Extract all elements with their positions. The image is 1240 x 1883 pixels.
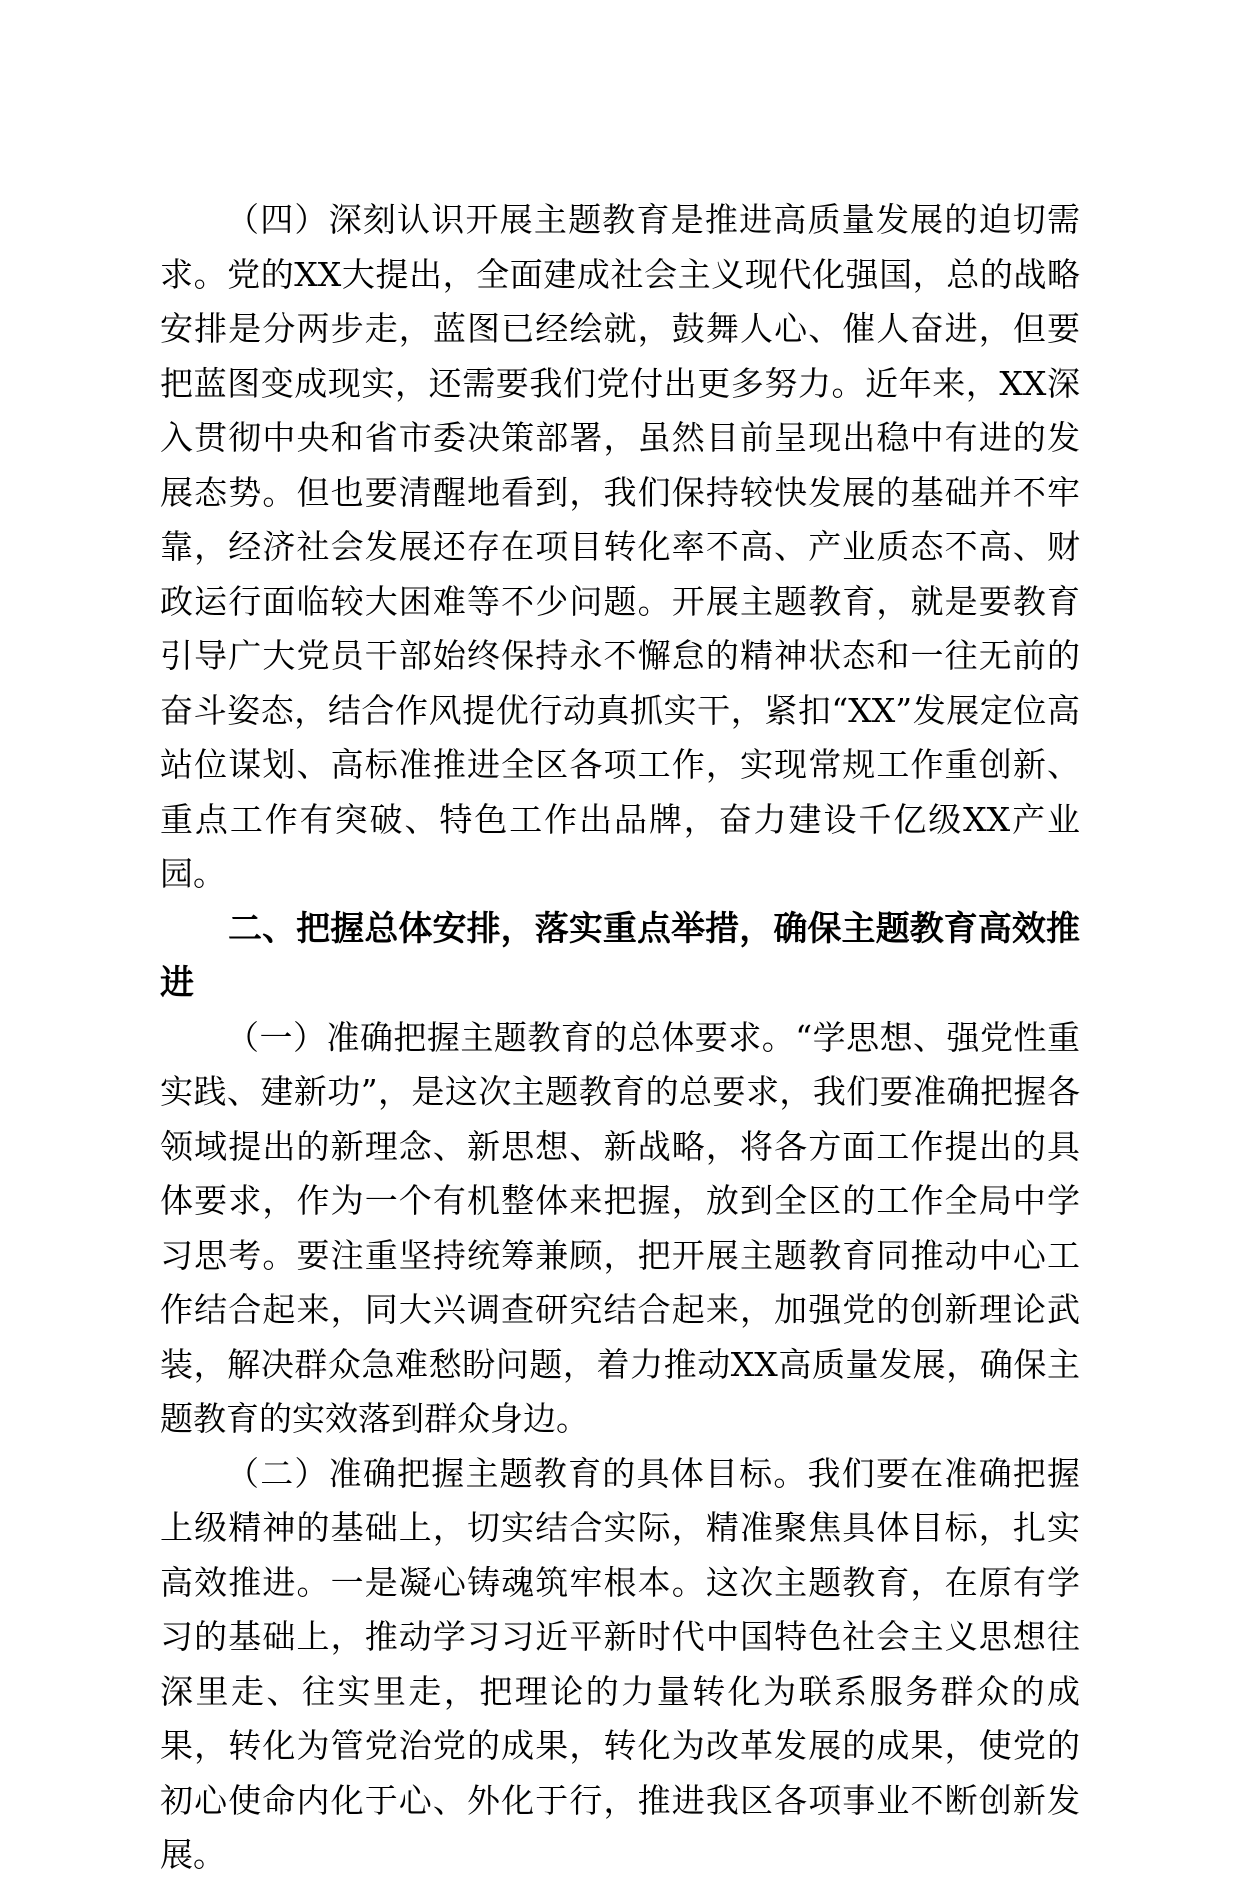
section-heading-2: 二、把握总体安排，落实重点举措，确保主题教育高效推进 <box>160 908 1080 1003</box>
paragraph-1-overall-requirements: （一）准确把握主题教育的总体要求。“学思想、强党性重实践、建新功”，是这次主题教育的总要求，我们要准确把握各领域提出的新理念、新思想、新战略，将各方面工作提出的具体要求，作为一个有机整体来把握，放到全区的工作全局中学习思考。要注重坚持统筹兼顾，把开展主题教育同推动中心工作结合起来，同大兴调查研究结合起来，加强党的创新理论武装，解决群众急难愁盼问题，着力推动XX高质量发展，确保主题教育的实效落到群众身边。 <box>160 1017 1080 1438</box>
document-page <box>160 193 1080 1883</box>
paragraph-4-understanding-urgency: （四）深刻认识开展主题教育是推进高质量发展的迫切需求。党的XX大提出，全面建成社会主义现代化强国，总的战略安排是分两步走，蓝图已经绘就，鼓舞人心、催人奋进，但要把蓝图变成现实，还需要我们党付出更多努力。近年来，XX深入贯彻中央和省市委决策部署，虽然目前呈现出稳中有进的发展态势。但也要清醒地看到，我们保持较快发展的基础并不牢靠，经济社会发展还存在项目转化率不高、产业质态不高、财政运行面临较大困难等不少问题。开展主题教育，就是要教育引导广大党员干部始终保持永不懈怠的精神状态和一往无前的奋斗姿态，结合作风提优行动真抓实干，紧扣“XX”发展定位高站位谋划、高标准推进全区各项工作，实现常规工作重创新、重点工作有突破、特色工作出品牌，奋力建设千亿级XX产业园。 <box>160 200 1080 893</box>
paragraph-2-specific-goals: （二）准确把握主题教育的具体目标。我们要在准确把握上级精神的基础上，切实结合实际，精准聚焦具体目标，扎实高效推进。一是凝心铸魂筑牢根本。这次主题教育，在原有学习的基础上，推动学习习近平新时代中国特色社会主义思想往深里走、往实里走，把理论的力量转化为联系服务群众的成果，转化为管党治党的成果，转化为改革发展的成果，使党的初心使命内化于心、外化于行，推进我区各项事业不断创新发展。 <box>160 1453 1080 1874</box>
